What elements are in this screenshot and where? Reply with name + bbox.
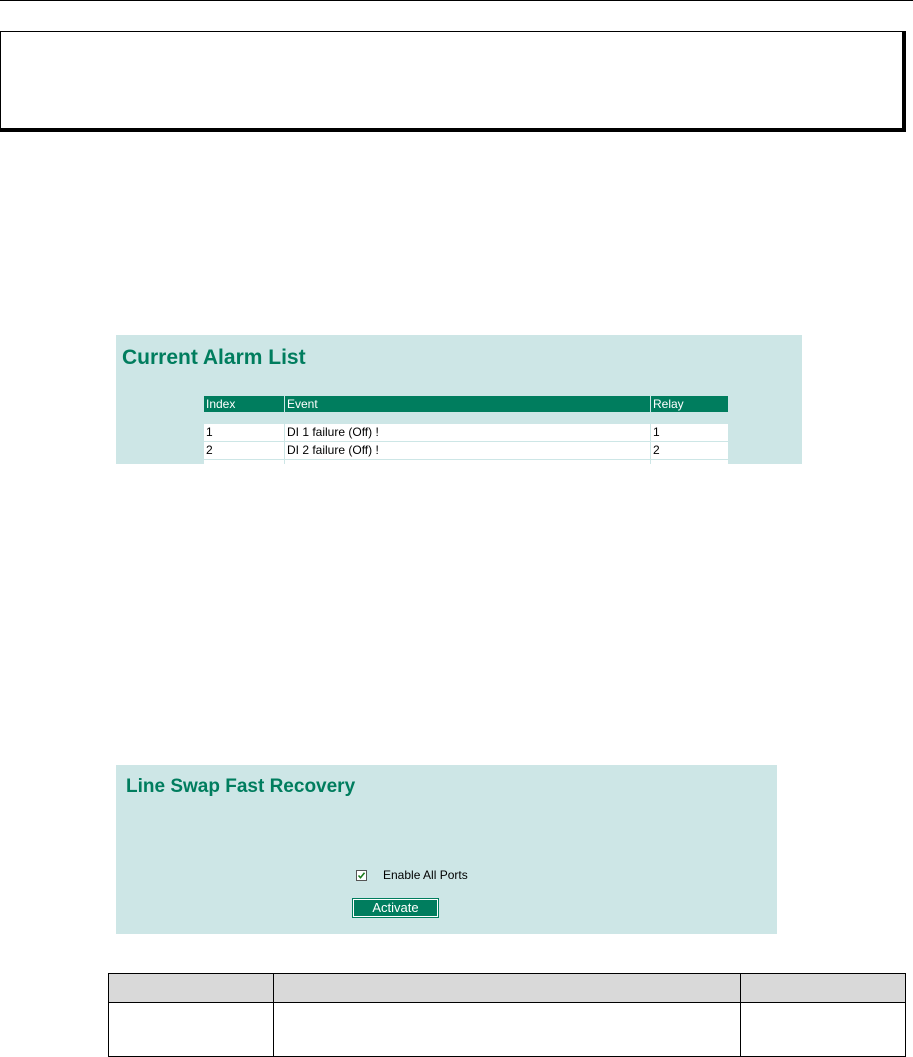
alarm-table-spacer [204, 412, 728, 424]
page-header-rule [0, 0, 913, 1]
table-cell [741, 1003, 906, 1057]
enable-all-ports-label: Enable All Ports [383, 868, 468, 882]
header-cell [109, 974, 274, 1003]
alarm-table-header [204, 396, 728, 412]
swap-panel-title: Line Swap Fast Recovery [126, 776, 356, 797]
alarm-table [204, 396, 728, 464]
checkmark-icon [357, 871, 366, 880]
table-header-row [109, 974, 906, 1003]
table-cell [109, 1003, 274, 1057]
row-event-cell: DI 2 failure (Off) ! [284, 442, 650, 459]
table-cell [274, 1003, 741, 1057]
line-swap-fast-recovery-panel [116, 765, 777, 934]
row-relay-cell: 1 [650, 424, 728, 441]
header-cell [274, 974, 741, 1003]
header-cell [741, 974, 906, 1003]
table-row [109, 1003, 906, 1057]
table-row [204, 442, 728, 460]
table-row-cut-off [204, 460, 728, 464]
enable-all-ports-option[interactable] [356, 868, 468, 882]
row-index-cell: 2 [206, 443, 213, 457]
note-box [0, 31, 906, 132]
column-header-relay: Relay [650, 396, 728, 412]
row-index-cell: 1 [206, 425, 213, 439]
row-relay-cell: 2 [650, 442, 728, 459]
column-header-event: Event [284, 396, 650, 412]
table-row [204, 424, 728, 442]
activate-button[interactable]: Activate [353, 899, 438, 917]
column-header-index: Index [206, 397, 236, 411]
alarm-panel-title: Current Alarm List [122, 346, 306, 369]
enable-all-ports-checkbox[interactable] [356, 870, 367, 881]
current-alarm-list-panel [116, 335, 802, 464]
settings-description-table [108, 973, 906, 1057]
row-event-cell: DI 1 failure (Off) ! [284, 424, 650, 441]
